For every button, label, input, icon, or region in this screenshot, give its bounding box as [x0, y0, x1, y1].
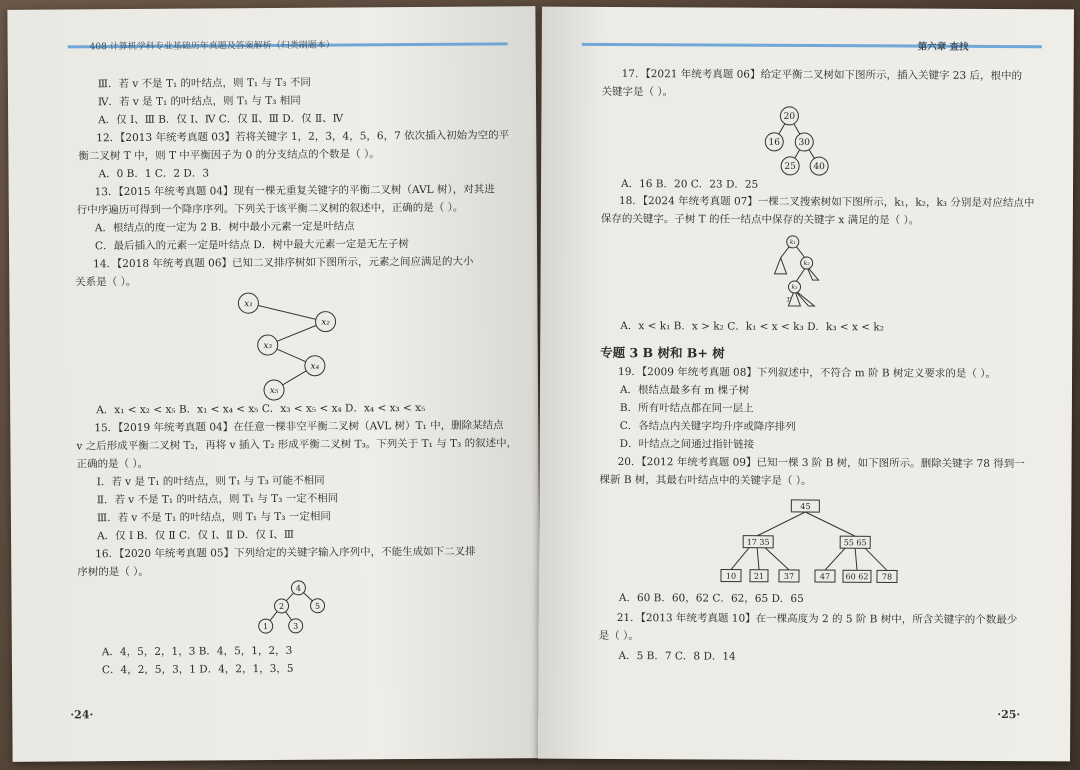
text-line: A．仅 Ⅰ B．仅 Ⅱ C．仅 Ⅰ、Ⅱ D．仅 Ⅰ、Ⅲ	[97, 528, 295, 543]
text-line: v 之后形成平衡二叉树 T₂，再将 v 插入 T₂ 形成平衡二叉树 T₃。下列关于 T₁ 与 T₃ 的叙述中，	[76, 437, 518, 453]
btree-node-label: 17 35	[746, 537, 770, 547]
tree-node-label: x₅	[269, 385, 279, 397]
left-page	[7, 6, 540, 762]
tree-node-label: 4	[295, 583, 302, 593]
right-header-title: 第六章 查找	[917, 41, 969, 53]
tree-node-label: 20	[783, 111, 796, 122]
left-header-title: 408 计算机学科专业基础历年真题及答案解析（归类刷题本）	[89, 40, 335, 53]
btree-node-label: 10	[725, 571, 737, 581]
right-page	[538, 7, 1074, 762]
text-line: A．x₁ < x₂ < x₅ B．x₁ < x₄ < x₅ C．x₃ < x₅ < x₄ D．x₄ < x₃ < x₅	[96, 401, 426, 417]
text-line: 衡二叉树 T 中，则 T 中平衡因子为 0 的分支结点的个数是（ ）。	[78, 148, 380, 163]
btree-node-label: 21	[753, 571, 765, 581]
btree-node-label: 55 65	[843, 538, 867, 548]
tree-node-label: 16	[768, 137, 781, 148]
tree-node-label: 40	[813, 162, 825, 173]
text-line: 20．【2012 年统考真题 09】已知一棵 3 阶 B 树，如下图所示。删除关键字 78 得到一	[617, 456, 1025, 471]
text-line: Ⅲ．若 v 不是 T₁ 的叶结点，则 T₁ 与 T₃ 不同	[97, 76, 311, 91]
text-line: D．叶结点之间通过指针链接	[619, 438, 755, 451]
tree-node-label: k₃	[791, 283, 798, 291]
btree-node-label: 45	[800, 501, 811, 512]
tree-node-label: 30	[798, 137, 811, 149]
text-line: 是（ ）。	[598, 629, 639, 643]
text-line: A．仅 Ⅰ、Ⅲ B．仅 Ⅰ、Ⅳ C．仅 Ⅱ、Ⅲ D．仅 Ⅱ、Ⅳ	[98, 112, 344, 127]
text-line: C．4，2，5，3，1 D．4，2，1，3，5	[101, 662, 294, 677]
header-rule	[582, 43, 1042, 48]
text-line: 21．【2013 年统考真题 10】在一棵高度为 2 的 5 阶 B 树中，所含关键字的个数最少	[616, 612, 1018, 627]
text-line: 14．【2018 年统考真题 06】已知二叉排序树如下图所示，元素之间应满足的大小	[93, 255, 474, 271]
text-line: A．16 B．20 C．23 D．25	[621, 178, 759, 191]
text-line: 13．【2015 年统考真题 04】现有一棵无重复关键字的平衡二叉树（AVL 树），对其进	[94, 183, 495, 199]
text-line: 18．【2024 年统考真题 07】一棵二叉搜索树如下图所示，k₁，k₂，k₃ 分别是对应结点中	[618, 195, 1035, 210]
bst-diagram-q16	[243, 577, 353, 642]
text-line: 关系是（ ）。	[75, 275, 137, 289]
tree-node-label: k₂	[803, 259, 810, 268]
tree-node-label: 1	[263, 622, 269, 632]
tree-node-label: k₁	[789, 238, 796, 246]
tree-node-label: x₄	[310, 361, 320, 372]
tree-node-label: 5	[314, 601, 321, 611]
tree-node-label: x₂	[321, 317, 330, 328]
text-line: Ⅱ．若 v 不是 T₁ 的叶结点，则 T₁ 与 T₃ 一定不相同	[96, 492, 339, 507]
text-line: 17．【2021 年统考真题 06】给定平衡二叉树如下图所示，插入关键字 23 后，根中的	[621, 68, 1023, 83]
btree-node-label: 37	[783, 571, 795, 581]
left-page-number: ·24·	[70, 708, 94, 722]
text-line: A．5 B．7 C．8 D．14	[618, 650, 736, 663]
text-line: 12．【2013 年统考真题 03】若将关键字 1，2，3，4，5，6，7 依次插入初始为空的平	[96, 129, 510, 145]
text-line: 序树的是（ ）。	[77, 565, 149, 579]
text-line: 关键字是（ ）。	[601, 85, 674, 99]
tree-node-label: 25	[784, 161, 796, 172]
text-line: 正确的是（ ）。	[76, 457, 149, 471]
text-line: C．最后插入的元素一定是叶结点 D．树中最大元素一定是无左子树	[94, 238, 409, 253]
text-line: A．根结点的度一定为 2 B．树中最小元素一定是叶结点	[94, 220, 355, 235]
tree-node-label: x₁	[244, 299, 253, 310]
bst-diagram-q14	[209, 287, 370, 403]
text-line: 15．【2019 年统考真题 04】在任意一棵非空平衡二叉树（AVL 树）T₁ 中，删除某结点	[94, 419, 504, 435]
text-line: A．0 B．1 C．2 D．3	[98, 167, 210, 181]
section-title: 专题 3 B 树和 B+ 树	[600, 344, 725, 361]
text-line: A．根结点最多有 m 棵子树	[619, 384, 750, 397]
subtree-label: T	[786, 296, 791, 304]
text-line: 棵新 B 树，其最右叶结点中的关键字是（ ）。	[599, 473, 812, 488]
text-line: 16．【2020 年统考真题 05】下列给定的关键字输入序列中，不能生成如下二叉排	[95, 545, 476, 561]
btree-node-label: 60 62	[845, 572, 869, 582]
btree-node-label: 78	[881, 572, 893, 582]
text-line: A．x < k₁ B．x > k₂ C．k₁ < x < k₃ D．k₃ < x < k₂	[620, 320, 885, 334]
text-line: Ⅲ．若 v 不是 T₁ 的叶结点，则 T₁ 与 T₃ 一定相同	[96, 510, 331, 525]
btree-diagram-q20	[717, 494, 917, 587]
avl-diagram-q17	[753, 102, 843, 182]
tree-node-label: 2	[278, 601, 285, 611]
right-page-number: ·25·	[997, 708, 1021, 722]
text-line: B．所有叶结点都在同一层上	[619, 402, 754, 415]
text-line: A．4，5，2，1，3 B．4，5，1，2，3	[101, 644, 293, 659]
text-line: C．各结点内关键字均升序或降序排列	[619, 420, 796, 433]
text-line: Ⅰ．若 v 是 T₁ 的叶结点，则 T₁ 与 T₃ 可能不相同	[96, 474, 325, 489]
text-line: Ⅳ．若 v 是 T₁ 的叶结点，则 T₁ 与 T₃ 相同	[97, 94, 301, 109]
bst-diagram-q18	[768, 230, 838, 318]
text-line: A．60 B．60，62 C．62，65 D．65	[618, 592, 804, 605]
text-line: 保存的关键字。子树 T 的任一结点中保存的关键字 x 满足的是（ ）。	[600, 212, 920, 227]
tree-node-label: 3	[293, 621, 299, 631]
btree-node-label: 47	[819, 572, 831, 582]
text-line: 行中序遍历可得到一个降序序列。下列关于该平衡二叉树的叙述中，正确的是（ ）。	[76, 201, 464, 217]
tree-node-label: x₃	[263, 341, 273, 352]
text-line: 19．【2009 年统考真题 08】下列叙述中，不符合 m 阶 B 树定义要求的是（ ）。	[618, 366, 997, 380]
